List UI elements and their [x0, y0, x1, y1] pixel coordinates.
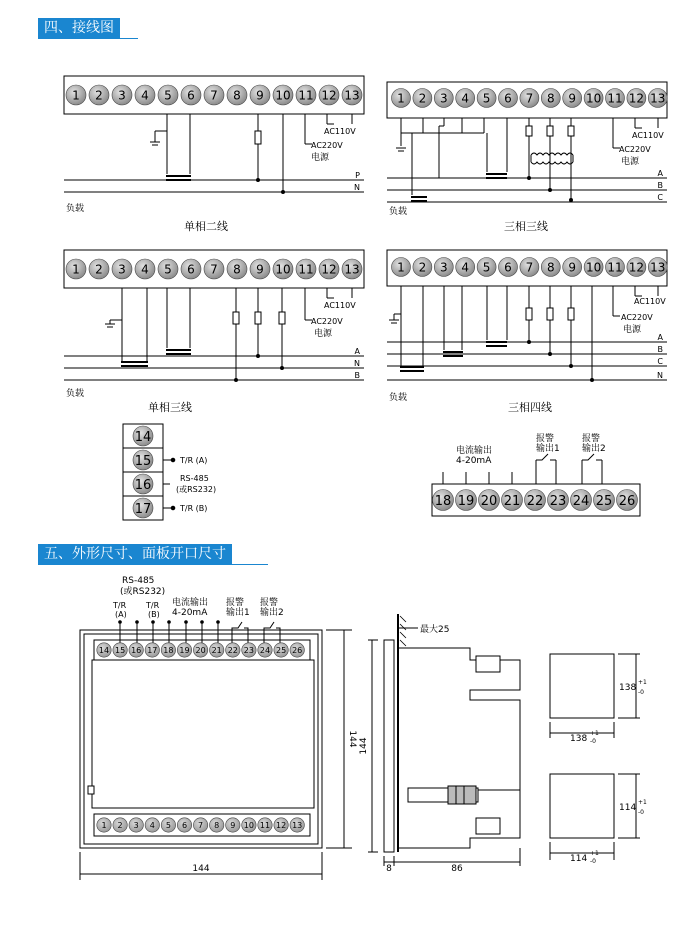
d3-4-terminal-label: 4: [141, 262, 149, 277]
front-bottom-13-terminal-label: 13: [292, 821, 303, 831]
front-top-16-terminal-label: 16: [131, 646, 142, 656]
front-bottom-1-terminal-label: 1: [101, 821, 107, 831]
out-18-terminal-label: 18: [434, 493, 452, 509]
front-bottom-11-terminal-label: 11: [259, 821, 271, 831]
front-top-26-terminal-label: 26: [292, 646, 303, 656]
side-max-label: 最大25: [420, 625, 450, 635]
front-out2-label: 输出2: [260, 608, 284, 618]
front-lead-dot: [200, 620, 204, 624]
d3-line-label-a: A: [354, 347, 360, 356]
d3-line-label-n: N: [354, 359, 360, 368]
rs485-14-terminal-label: 14: [134, 429, 152, 445]
d4-line-label-a: A: [657, 333, 663, 342]
d4-7-terminal-label: 7: [525, 260, 534, 275]
d1-6-terminal-label: 6: [187, 88, 195, 103]
rs485-17-terminal-label: 17: [134, 501, 152, 517]
cutout2-height-tol-minus: -0: [638, 809, 644, 816]
d4-1-terminal-label: 1: [397, 260, 405, 275]
out-21-terminal-label: 21: [503, 493, 521, 509]
front-top-19-terminal-label: 19: [179, 646, 190, 656]
d4-5-terminal-label: 5: [482, 260, 491, 275]
front-top-20-terminal-label: 20: [195, 646, 206, 656]
d3-load-label: 负载: [66, 389, 85, 399]
out-19-terminal-label: 19: [457, 493, 475, 509]
d2-1-terminal-label: 1: [397, 91, 405, 106]
front-rs485-label: RS-485: [122, 576, 155, 586]
side-d8-dim: 8: [386, 864, 392, 874]
d2-ac220-label: AC220V: [619, 145, 651, 154]
cutout1-width-dim: 138: [570, 734, 588, 744]
d1-ac220-label: AC220V: [311, 141, 343, 150]
cutout1-width-tol-minus: -0: [590, 738, 596, 745]
cutout1-height-tol-plus: +1: [638, 679, 647, 686]
d3-5-terminal-label: 5: [164, 262, 172, 277]
d2-line-label-a: A: [657, 169, 663, 178]
d1-line-label-n: N: [354, 183, 360, 192]
d4-12-terminal-label: 12: [628, 260, 645, 275]
d3-2-terminal-label: 2: [95, 262, 103, 277]
d1-7-terminal-label: 7: [210, 88, 218, 103]
d1-12-terminal-label: 12: [321, 88, 337, 103]
out-alarm1-label: 报警: [536, 434, 555, 444]
front-top-14-terminal-label: 14: [98, 646, 110, 656]
d3-3-terminal-label: 3: [118, 262, 126, 277]
d1-caption: 单相二线: [184, 220, 228, 233]
rs485-tr-b-label: T/R (B): [180, 504, 208, 513]
d4-6-terminal-label: 6: [504, 260, 512, 275]
front-current-label: 电流输出: [172, 598, 209, 608]
front-bottom-10-terminal-label: 10: [243, 821, 254, 831]
front-bottom-5-terminal-label: 5: [165, 821, 171, 831]
front-bottom-9-terminal-label: 9: [230, 821, 236, 831]
d4-ac220-label: AC220V: [621, 313, 653, 322]
d3-9-terminal-label: 9: [256, 262, 264, 277]
cutout1-height-tol-minus: -0: [638, 689, 644, 696]
out-20-terminal-label: 20: [480, 493, 498, 509]
d3-ac110-label: AC110V: [324, 301, 356, 310]
cutout-114: [550, 774, 614, 838]
rs485-tr-a-label: T/R (A): [180, 456, 208, 465]
d4-ac110-label: AC110V: [634, 297, 666, 306]
d4-8-terminal-label: 8: [546, 260, 555, 275]
d1-load-label: 负载: [66, 204, 85, 214]
d2-line-label-c: C: [657, 193, 663, 202]
front-top-24-terminal-label: 24: [259, 646, 271, 656]
d2-7-terminal-label: 7: [525, 91, 534, 106]
front-bottom-8-terminal-label: 8: [214, 821, 220, 831]
out-alarm2-label: 报警: [582, 434, 601, 444]
d3-caption: 单相三线: [148, 401, 192, 414]
d1-13-terminal-label: 13: [344, 88, 360, 103]
rs485-15-terminal-label: 15: [134, 453, 152, 469]
d1-9-terminal-label: 9: [256, 88, 264, 103]
d4-power-label: 电源: [623, 325, 642, 335]
section5-title: 五、外形尺寸、面板开口尺寸: [38, 544, 232, 565]
out-current-range-label: 4-20mA: [456, 456, 492, 466]
d4-4-terminal-label: 4: [461, 260, 470, 275]
cutout-138: [550, 654, 614, 718]
d4-caption: 三相四线: [508, 401, 552, 414]
d3-7-terminal-label: 7: [210, 262, 218, 277]
front-top-18-terminal-label: 18: [163, 646, 174, 656]
front-alarm1-label: 报警: [226, 598, 245, 608]
cutout2-width-tol-plus: +1: [590, 850, 599, 857]
front-tr-b-label: T/R: [146, 601, 160, 610]
front-lead-dot: [167, 620, 171, 624]
front-current-range-label: 4-20mA: [172, 608, 208, 618]
d2-6-terminal-label: 6: [504, 91, 512, 106]
d4-line-label-b: B: [657, 345, 663, 354]
section4-title: 四、接线图: [38, 18, 120, 39]
d4-load-label: 负载: [389, 393, 408, 403]
front-tr-a-label: T/R: [113, 601, 127, 610]
d1-2-terminal-label: 2: [95, 88, 103, 103]
d3-12-terminal-label: 12: [321, 262, 337, 277]
d2-12-terminal-label: 12: [628, 91, 645, 106]
side-d86-dim: 86: [451, 864, 463, 874]
d2-8-terminal-label: 8: [546, 91, 555, 106]
front-view-display: [92, 660, 314, 808]
d2-ac110-label: AC110V: [632, 131, 664, 140]
out-current-label: 电流输出: [456, 446, 493, 456]
d2-line-label-b: B: [657, 181, 663, 190]
d3-8-terminal-label: 8: [233, 262, 241, 277]
front-lead-dot: [135, 620, 139, 624]
d2-11-terminal-label: 11: [607, 91, 623, 106]
front-lead-dot: [216, 620, 220, 624]
d3-line-label-b: B: [354, 371, 360, 380]
rs485-or232-label: (或RS232): [176, 485, 217, 494]
cutout2-height-tol-plus: +1: [638, 799, 647, 806]
out-22-terminal-label: 22: [526, 493, 544, 509]
front-bottom-6-terminal-label: 6: [181, 821, 188, 831]
front-width-dim: 144: [192, 864, 210, 874]
d3-power-label: 电源: [314, 329, 333, 339]
front-bottom-2-terminal-label: 2: [117, 821, 123, 831]
cutout2-height-dim: 114: [619, 803, 637, 813]
d1-line-label-p: P: [355, 171, 360, 180]
d3-10-terminal-label: 10: [275, 262, 291, 277]
d4-2-terminal-label: 2: [418, 260, 427, 275]
cutout2-width-tol-minus: -0: [590, 858, 596, 865]
out-out2-label: 输出2: [582, 444, 606, 454]
d2-4-terminal-label: 4: [461, 91, 470, 106]
d2-3-terminal-label: 3: [439, 91, 448, 106]
d1-ac110-label: AC110V: [324, 127, 356, 136]
front-top-23-terminal-label: 23: [243, 646, 254, 656]
d4-3-terminal-label: 3: [439, 260, 448, 275]
front-height-dim: 144: [347, 730, 357, 748]
cutout1-height-dim: 138: [619, 683, 637, 693]
d1-8-terminal-label: 8: [233, 88, 241, 103]
front-top-21-terminal-label: 21: [211, 646, 222, 656]
side-view-panel: [384, 640, 394, 852]
d2-5-terminal-label: 5: [482, 91, 491, 106]
d2-caption: 三相三线: [504, 220, 548, 233]
front-top-25-terminal-label: 25: [276, 646, 287, 656]
d2-13-terminal-label: 13: [650, 91, 666, 106]
out-25-terminal-label: 25: [595, 493, 613, 509]
d4-line-label-c: C: [657, 357, 663, 366]
front-out1-label: 输出1: [226, 608, 250, 618]
front-lead-dot: [184, 620, 188, 624]
d4-13-terminal-label: 13: [650, 260, 666, 275]
rs485-label: RS-485: [180, 474, 209, 483]
d3-11-terminal-label: 11: [298, 262, 314, 277]
d1-10-terminal-label: 10: [275, 88, 291, 103]
front-bottom-4-terminal-label: 4: [149, 821, 155, 831]
front-lead-dot: [118, 620, 122, 624]
out-23-terminal-label: 23: [549, 493, 567, 509]
front-tr-a-sub-label: (A): [115, 610, 127, 619]
d2-load-label: 负载: [389, 207, 408, 217]
d3-1-terminal-label: 1: [72, 262, 80, 277]
d1-power-label: 电源: [311, 153, 330, 163]
cutout1-width-tol-plus: +1: [590, 730, 599, 737]
d2-10-terminal-label: 10: [585, 91, 602, 106]
front-tr-b-sub-label: (B): [148, 610, 160, 619]
d2-9-terminal-label: 9: [568, 91, 577, 106]
out-out1-label: 输出1: [536, 444, 560, 454]
d1-5-terminal-label: 5: [164, 88, 172, 103]
out-26-terminal-label: 26: [618, 493, 636, 509]
d3-6-terminal-label: 6: [187, 262, 195, 277]
side-height-dim: 144: [359, 737, 369, 755]
front-bottom-3-terminal-label: 3: [133, 821, 139, 831]
front-alarm2-label: 报警: [260, 598, 279, 608]
d1-11-terminal-label: 11: [298, 88, 314, 103]
front-top-22-terminal-label: 22: [227, 646, 238, 656]
rs485-16-terminal-label: 16: [134, 477, 152, 493]
d3-13-terminal-label: 13: [344, 262, 360, 277]
d1-1-terminal-label: 1: [72, 88, 80, 103]
front-bottom-12-terminal-label: 12: [276, 821, 287, 831]
cutout2-width-dim: 114: [570, 854, 588, 864]
out-24-terminal-label: 24: [572, 493, 590, 509]
d4-line-label-n: N: [657, 371, 663, 380]
d2-power-label: 电源: [621, 157, 640, 167]
front-bottom-7-terminal-label: 7: [198, 821, 204, 831]
front-top-17-terminal-label: 17: [147, 646, 158, 656]
d4-9-terminal-label: 9: [568, 260, 577, 275]
d2-2-terminal-label: 2: [418, 91, 427, 106]
d1-4-terminal-label: 4: [141, 88, 149, 103]
d4-10-terminal-label: 10: [585, 260, 602, 275]
d4-11-terminal-label: 11: [607, 260, 623, 275]
d1-3-terminal-label: 3: [118, 88, 126, 103]
front-or232-label: (或RS232): [120, 587, 166, 597]
front-lead-dot: [151, 620, 155, 624]
d3-ac220-label: AC220V: [311, 317, 343, 326]
front-top-15-terminal-label: 15: [115, 646, 126, 656]
